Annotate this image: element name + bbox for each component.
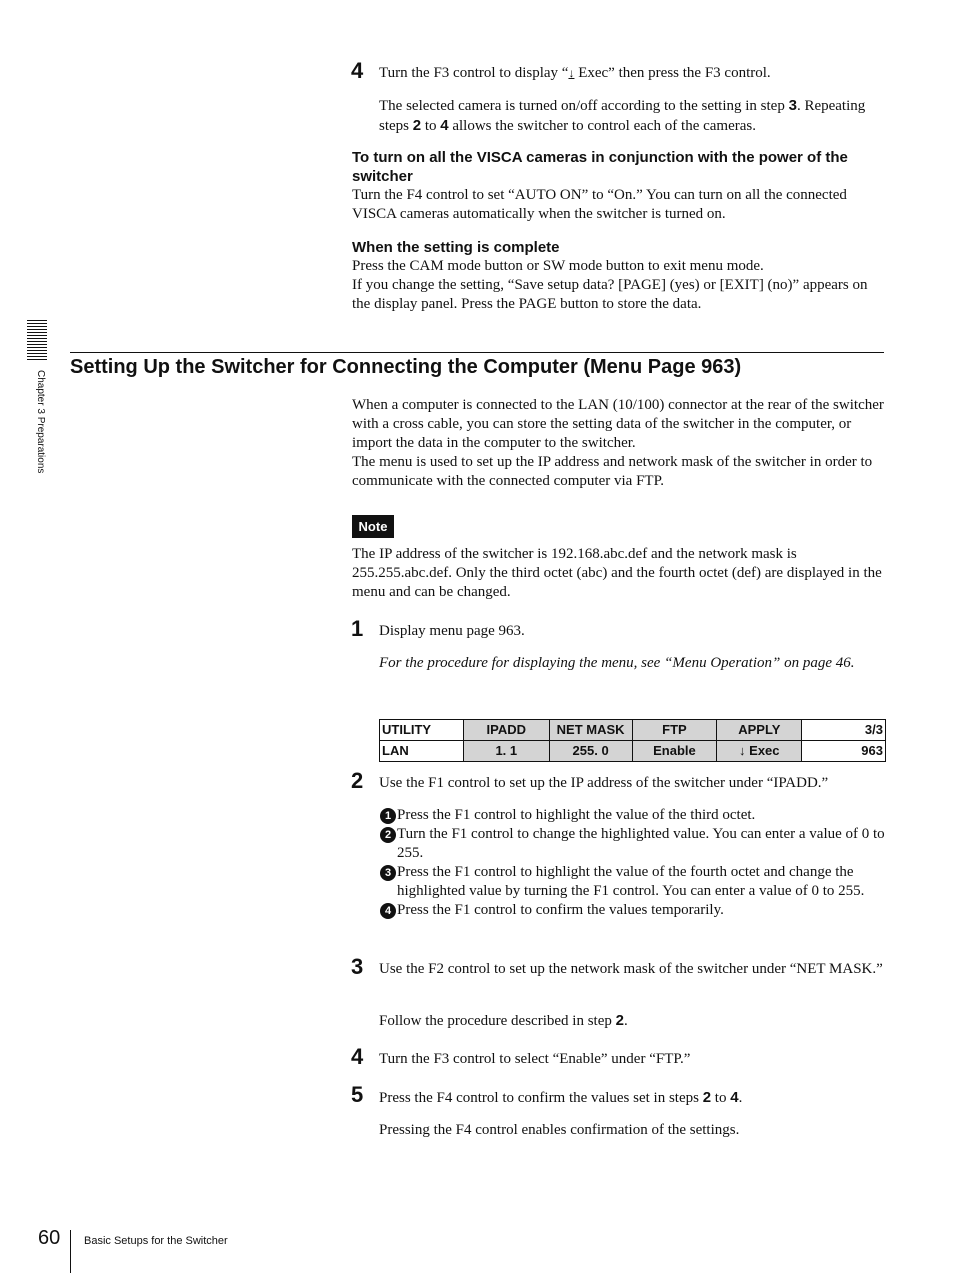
text-run: Turn the F3 control to display “ — [379, 65, 569, 81]
step-text — [379, 1088, 887, 1108]
table-cell: NET MASK — [549, 720, 632, 741]
step-number: 2 — [351, 768, 364, 793]
paragraph: Press the CAM mode button or SW mode button to exit menu mode. — [352, 258, 764, 274]
text-run: . — [623, 1013, 628, 1029]
table-cell: IPADD — [463, 720, 549, 741]
text-run: Follow the procedure described in step — [379, 1013, 616, 1029]
paragraph: When a computer is connected to the LAN (10/100) connector at the rear of the switcher with a cross cable, you can store the setting data of the switcher in the computer, or import the data in the computer to the switcher. — [352, 397, 884, 451]
step-reference: 2 — [702, 1089, 712, 1106]
circled-number-icon: 2 — [380, 827, 396, 843]
step-text: Use the F2 control to set up the network mask of the switcher under “NET MASK.” — [379, 961, 883, 977]
table-cell: UTILITY — [380, 720, 464, 741]
table-cell: ↓ Exec — [717, 741, 802, 762]
step-paragraph — [379, 1011, 887, 1031]
step-number: 1 — [351, 616, 364, 641]
paragraph: If you change the setting, “Save setup data? [PAGE] (yes) or [EXIT] (no)” appears on the display panel. Press the PAGE button to store the data. — [352, 277, 868, 312]
step-text: Turn the F3 control to select “Enable” under “FTP.” — [379, 1051, 691, 1067]
step-reference: 4 — [730, 1089, 739, 1106]
table-cell: FTP — [632, 720, 717, 741]
step-text — [379, 64, 887, 83]
step-reference: 2 — [615, 1012, 624, 1029]
page-number: 60 — [38, 1227, 61, 1249]
step-reference: 2 — [412, 117, 422, 134]
circled-number-icon: 1 — [380, 808, 396, 824]
table-cell: 1. 1 — [463, 741, 549, 762]
list-item — [379, 825, 887, 863]
text-run: Exec” then press the F3 control. — [574, 65, 771, 81]
chapter-tab-marker — [27, 320, 47, 360]
text-run: . — [738, 1090, 743, 1106]
step-paragraph: Pressing the F4 control enables confirmation of the settings. — [379, 1122, 740, 1138]
footer-title: Basic Setups for the Switcher — [84, 1235, 228, 1247]
cross-reference: For the procedure for displaying the menu, see “Menu Operation” on page 46. — [379, 655, 855, 671]
text-run: . Repeating steps — [379, 98, 866, 134]
table-cell: LAN — [380, 741, 464, 762]
step-number: 4 — [351, 1044, 364, 1069]
step-text: Use the F1 control to set up the IP address of the switcher under “IPADD.” — [379, 775, 829, 791]
text-run: The selected camera is turned on/off according to the setting in step — [379, 98, 789, 114]
table-cell: 255. 0 — [549, 741, 632, 762]
step-number: 3 — [351, 954, 364, 979]
circled-number-icon: 4 — [380, 903, 396, 919]
sub-step-list — [379, 806, 887, 920]
note-badge: Note — [352, 515, 394, 538]
text-run: to — [421, 118, 441, 134]
table-row — [380, 720, 886, 741]
note-text: The IP address of the switcher is 192.168.abc.def and the network mask is 255.255.abc.def. Only the third octet (abc) and the fourth octet (def) are displayed in the menu and can be changed. — [352, 546, 882, 600]
table-row — [380, 741, 886, 762]
table-cell: 963 — [802, 741, 886, 762]
table-cell: 3/3 — [802, 720, 886, 741]
list-item-text: Turn the F1 control to change the highlighted value. You can enter a value of 0 to 255. — [397, 826, 885, 861]
step-number: 5 — [351, 1082, 364, 1107]
list-item — [379, 901, 887, 920]
menu-display-table — [379, 719, 886, 762]
chapter-label: Chapter 3 Preparations — [35, 370, 46, 474]
paragraph: Turn the F4 control to set “AUTO ON” to “On.” You can turn on all the connected VISCA cameras automatically when the switcher is turned on. — [352, 187, 847, 222]
paragraph: The menu is used to set up the IP address and network mask of the switcher in order to communicate with the connected computer via FTP. — [352, 454, 873, 489]
text-run: allows the switcher to control each of the cameras. — [448, 118, 756, 134]
step-reference: 3 — [788, 97, 797, 114]
subsection-heading: To turn on all the VISCA cameras in conjunction with the power of the switcher — [352, 149, 848, 185]
footer-divider — [70, 1230, 71, 1273]
subsection-heading: When the setting is complete — [352, 239, 560, 256]
text-run: Press the F4 control to confirm the values set in steps — [379, 1090, 703, 1106]
step-paragraph — [379, 96, 887, 136]
circled-number-icon: 3 — [380, 865, 396, 881]
list-item — [379, 863, 887, 901]
table-cell: APPLY — [717, 720, 802, 741]
step-text: Display menu page 963. — [379, 623, 525, 639]
section-title: Setting Up the Switcher for Connecting the Computer (Menu Page 963) — [70, 356, 742, 378]
step-number: 4 — [351, 58, 364, 83]
text-run: to — [711, 1090, 731, 1106]
list-item-text: Press the F1 control to highlight the value of the third octet. — [397, 807, 756, 823]
list-item-text: Press the F1 control to highlight the value of the fourth octet and change the highlighted value by turning the F1 control. You can enter a value of 0 to 255. — [397, 864, 865, 899]
step-reference: 4 — [440, 117, 449, 134]
list-item-text: Press the F1 control to confirm the values temporarily. — [397, 902, 724, 918]
table-cell: Enable — [632, 741, 717, 762]
list-item — [379, 806, 887, 825]
down-arrow-icon: ↓ — [568, 66, 575, 80]
section-rule — [70, 352, 884, 353]
